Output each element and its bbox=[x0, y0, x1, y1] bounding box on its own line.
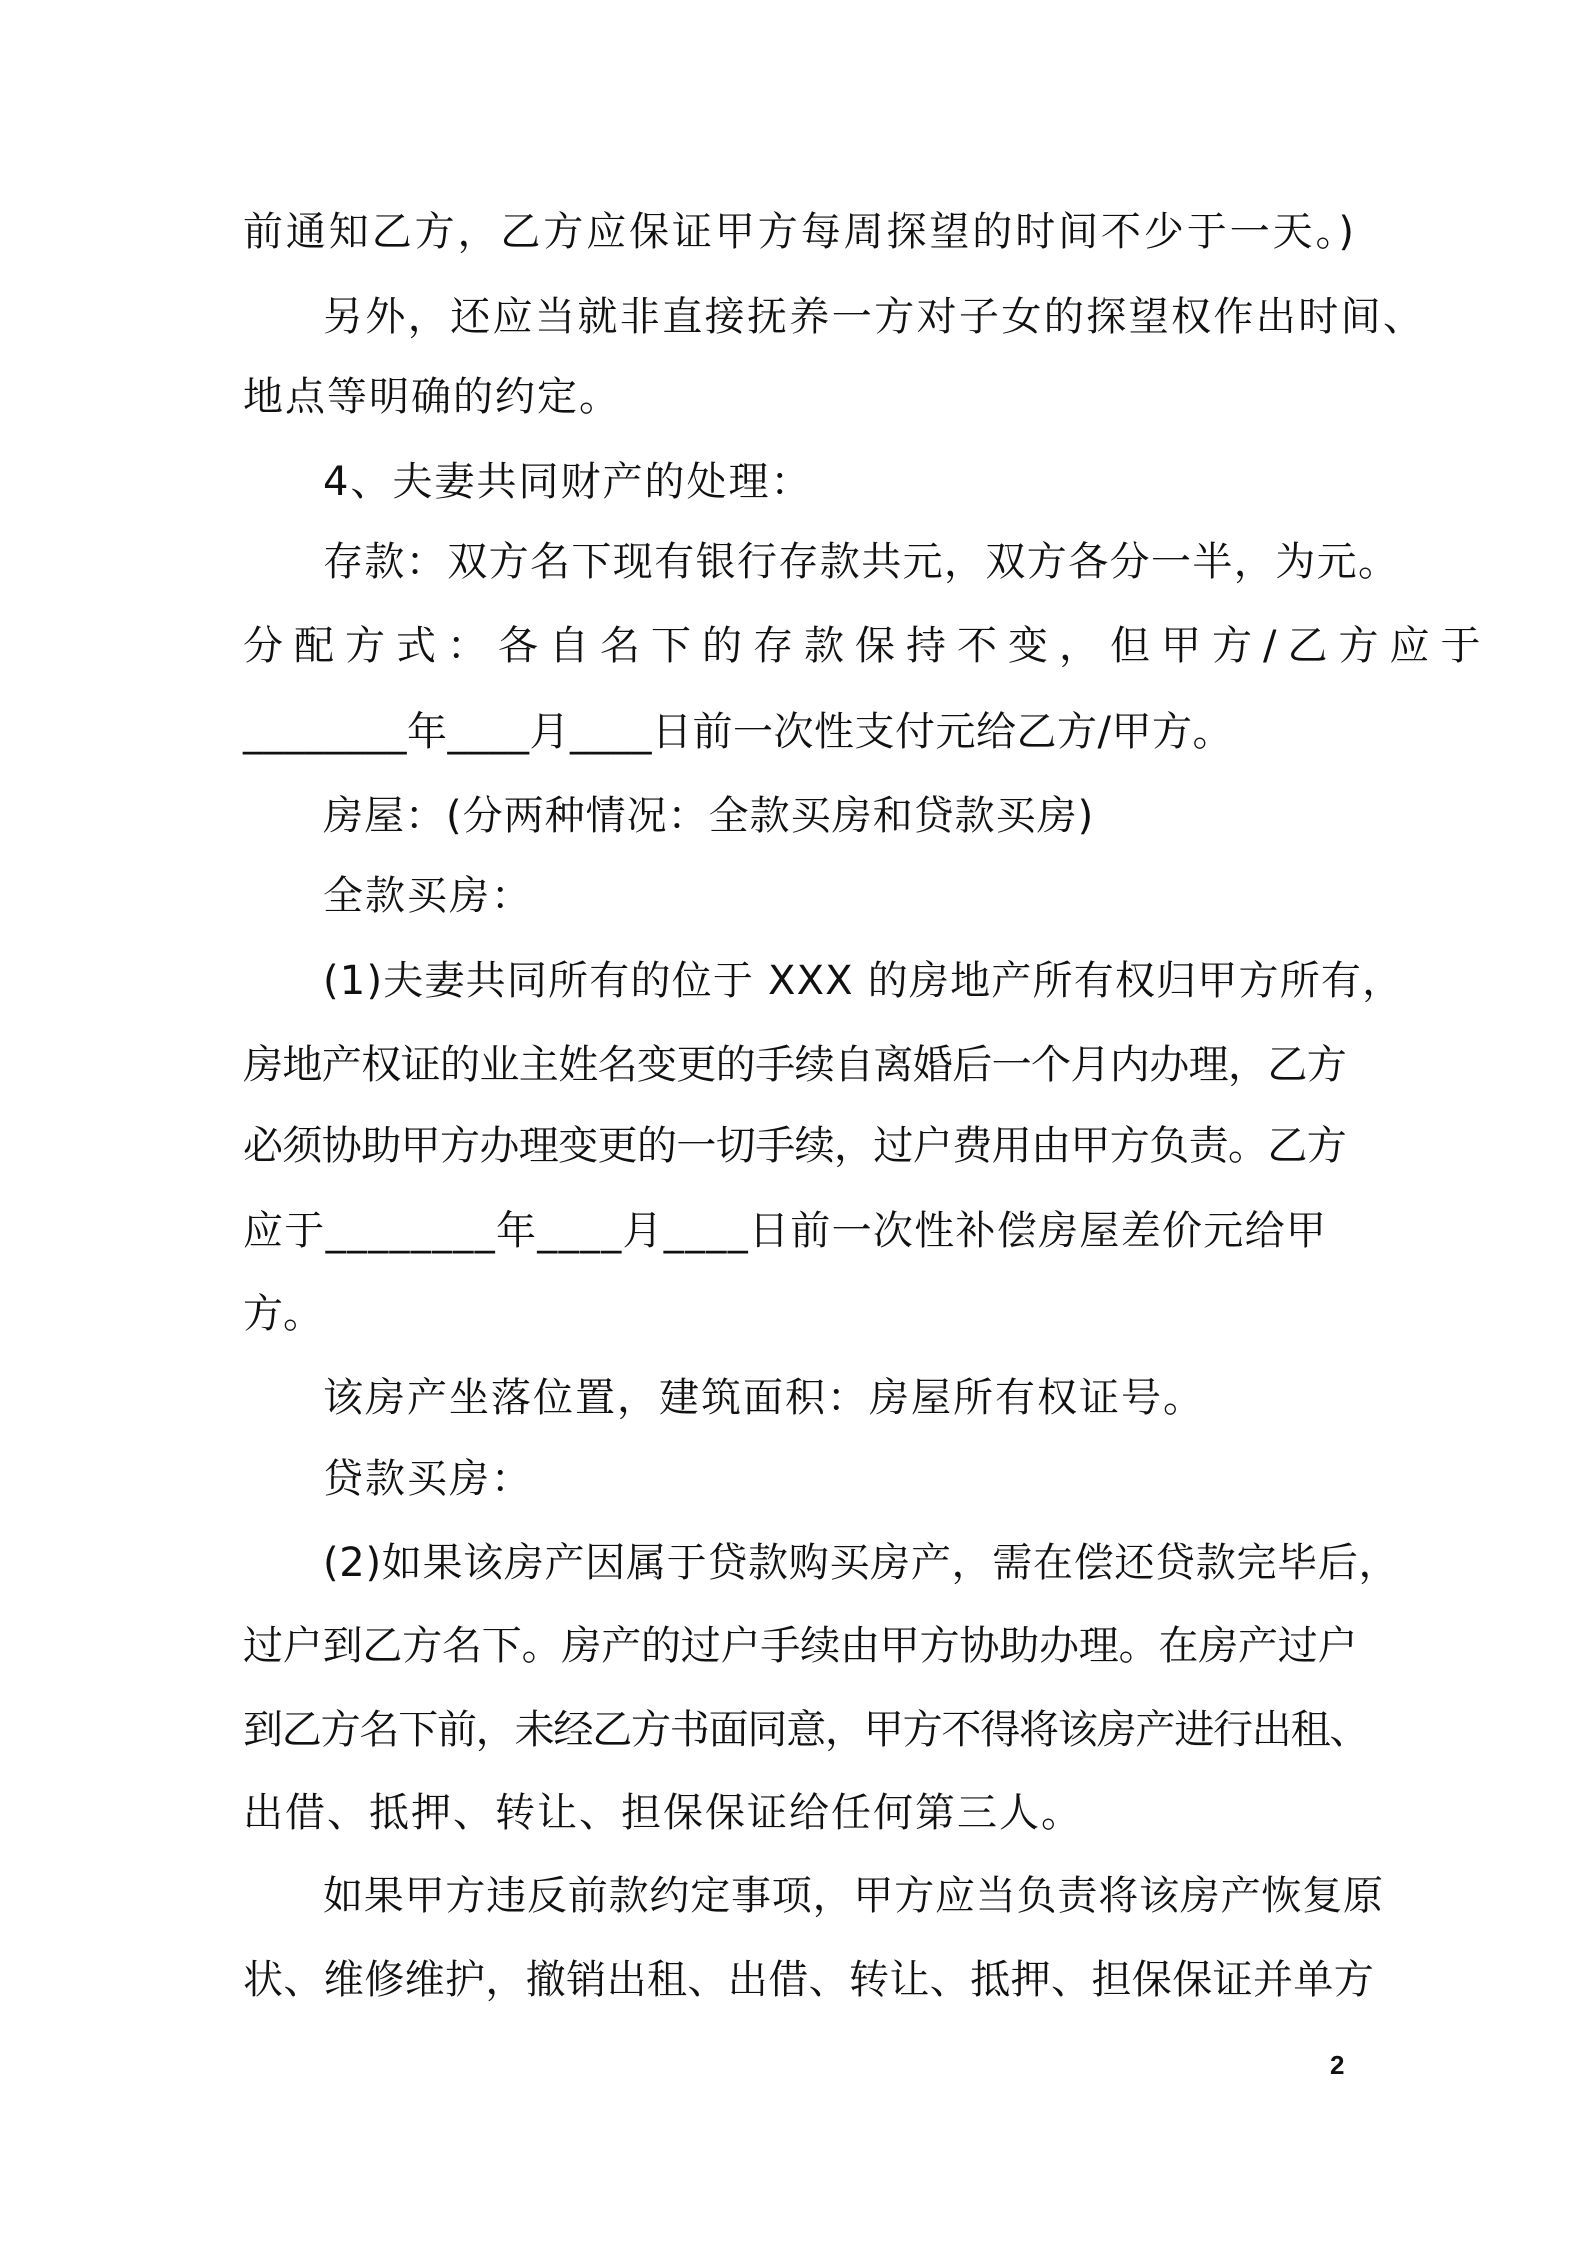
text-line: 状、维修维护，撤销出租、出借、转让、抵押、担保保证并单方 bbox=[243, 1957, 1375, 2003]
text-line: 过户到乙方名下。房产的过户手续由甲方协助办理。在房产过户 bbox=[243, 1623, 1358, 1669]
text-line: 出借、抵押、转让、担保保证给任何第三人。 bbox=[243, 1790, 1083, 1836]
text-line: 存款：双方名下现有银行存款共元，双方各分一半，为元。 bbox=[323, 539, 1400, 585]
section-heading: 4、夫妻共同财产的处理： bbox=[323, 459, 813, 505]
text-line: 地点等明确的约定。 bbox=[243, 374, 621, 420]
text-line: 分配方式：各自名下的存款保持不变，但甲方/乙方应于 bbox=[243, 623, 1492, 669]
page-number: 2 bbox=[1330, 2050, 1345, 2080]
text-line: 如果甲方违反前款约定事项，甲方应当负责将该房产恢复原 bbox=[323, 1873, 1384, 1919]
text-line: (2)如果该房产因属于贷款购买房产，需在偿还贷款完毕后， bbox=[323, 1540, 1400, 1586]
text-line: 到乙方名下前，未经乙方书面同意，甲方不得将该房产进行出租、 bbox=[243, 1707, 1369, 1753]
subheading: 贷款买房： bbox=[323, 1456, 533, 1502]
text-line: 前通知乙方，乙方应保证甲方每周探望的时间不少于一天。) bbox=[243, 209, 1357, 255]
subheading: 全款买房： bbox=[323, 873, 533, 919]
text-line: 方。 bbox=[243, 1291, 323, 1337]
text-line: (1)夫妻共同所有的位于 XXX 的房地产所有权归甲方所有， bbox=[323, 958, 1404, 1004]
text-line: 房地产权证的业主姓名变更的手续自离婚后一个月内办理，乙方 bbox=[243, 1042, 1347, 1088]
text-line: 必须协助甲方办理变更的一切手续，过户费用由甲方负责。乙方 bbox=[243, 1123, 1347, 1169]
text-line: ________年____月____日前一次性支付元给乙方/甲方。 bbox=[243, 709, 1233, 755]
text-line: 应于________年____月____日前一次性补偿房屋差价元给甲 bbox=[243, 1208, 1328, 1254]
text-line: 该房产坐落位置，建筑面积：房屋所有权证号。 bbox=[323, 1375, 1205, 1421]
text-line: 另外，还应当就非直接抚养一方对子女的探望权作出时间、 bbox=[323, 294, 1426, 340]
text-line: 房屋：(分两种情况：全款买房和贷款买房) bbox=[323, 793, 1095, 839]
